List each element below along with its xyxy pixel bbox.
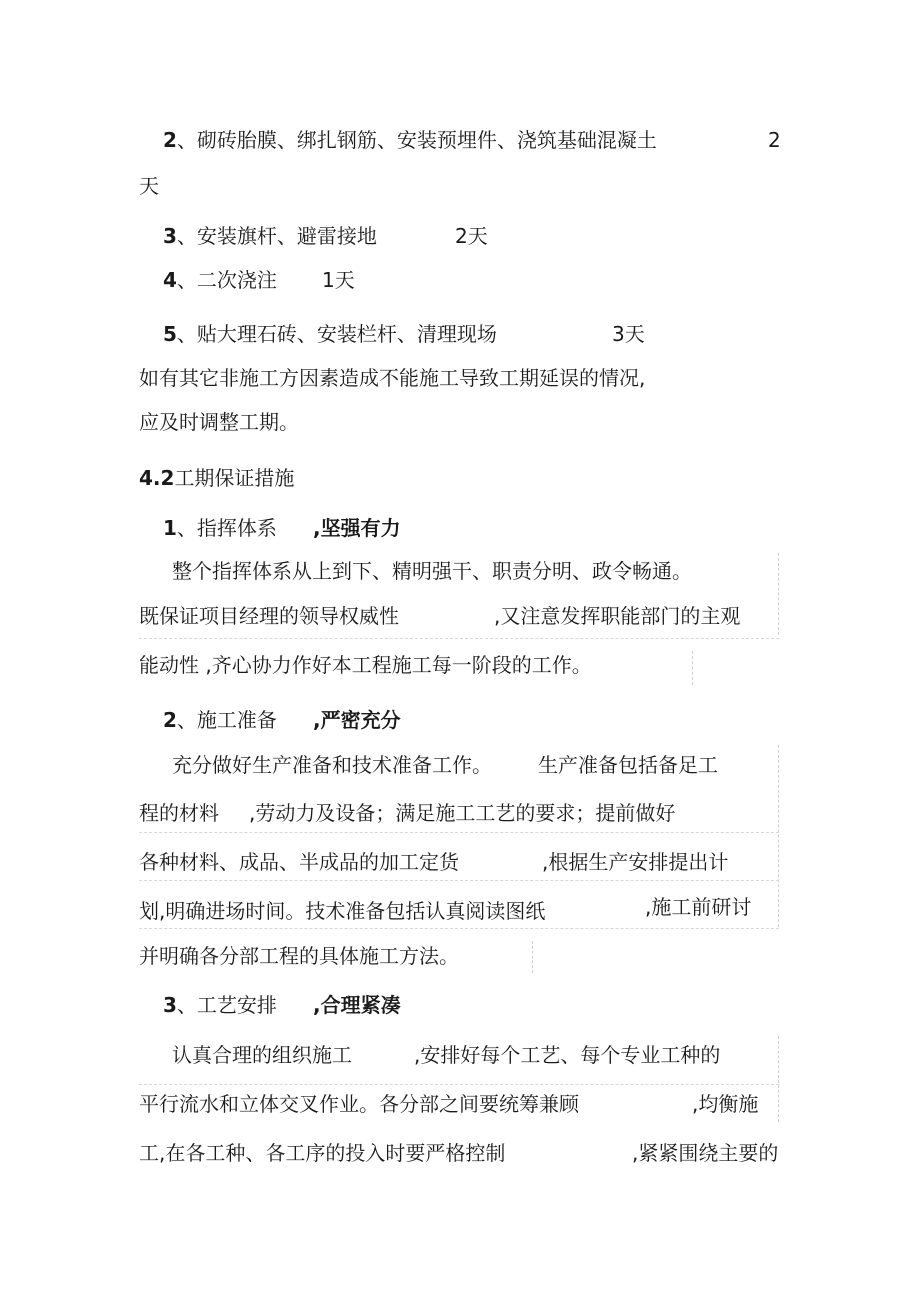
measure-number: 3 (163, 993, 177, 1017)
paragraph-line: 工,在各工种、各工序的投入时要严格控制 (139, 1141, 506, 1165)
dashed-border (139, 928, 779, 929)
schedule-duration: 3天 (612, 322, 645, 346)
dashed-border (139, 880, 779, 881)
schedule-duration: 2 (768, 128, 781, 152)
schedule-number: 5 (163, 322, 177, 346)
measure-number: 2 (163, 708, 177, 732)
paragraph-line: ,安排好每个工艺、每个专业工种的 (414, 1043, 721, 1067)
schedule-item-2 (163, 126, 657, 154)
measure-title-suffix: ,严密充分 (313, 708, 401, 732)
section-title: 工期保证措施 (174, 466, 295, 490)
paragraph-line: ,又注意发挥职能部门的主观 (494, 604, 741, 628)
paragraph-line: ,均衡施 (692, 1092, 759, 1116)
paragraph-line: 并明确各分部工程的具体施工方法。 (139, 944, 459, 968)
delay-note-line: 如有其它非施工方因素造成不能施工导致工期延误的情况, (139, 366, 646, 390)
paragraph-line: 认真合理的组织施工 (172, 1043, 352, 1067)
paragraph-line: 程的材料 (139, 801, 219, 825)
measure-title-suffix: ,合理紧凑 (313, 993, 401, 1017)
schedule-duration: 2天 (455, 224, 488, 248)
paragraph-line: 划,明确进场时间。技术准备包括认真阅读图纸 (139, 899, 546, 923)
measure-heading-3 (163, 991, 277, 1019)
measure-title-suffix: ,坚强有力 (313, 516, 401, 540)
measure-title: 、施工准备 (176, 708, 277, 732)
schedule-task: 、二次浇注 (176, 268, 277, 292)
measure-number: 1 (163, 516, 177, 540)
dashed-border (139, 638, 779, 639)
section-number: 4.2 (139, 466, 175, 490)
dashed-border (778, 1036, 779, 1122)
dashed-border (139, 832, 779, 833)
schedule-duration-unit: 天 (139, 174, 159, 198)
paragraph-line: 能动性 ,齐心协力作好本工程施工每一阶段的工作。 (139, 653, 592, 677)
paragraph-line: 各种材料、成品、半成品的加工定货 (139, 850, 459, 874)
schedule-duration: 1天 (322, 268, 355, 292)
paragraph-line: 整个指挥体系从上到下、精明强干、职责分明、政令畅通。 (172, 559, 692, 583)
schedule-item-3 (163, 222, 377, 250)
paragraph-line: ,根据生产安排提出计 (542, 850, 729, 874)
paragraph-line: ,紧紧围绕主要的 (632, 1141, 779, 1165)
schedule-number: 3 (163, 224, 177, 248)
dashed-border (778, 553, 779, 635)
dashed-border (778, 745, 779, 927)
paragraph-line: ,施工前研讨 (645, 895, 752, 919)
dashed-border (692, 651, 693, 685)
schedule-task: 、贴大理石砖、安装栏杆、清理现场 (176, 322, 497, 346)
delay-note-line: 应及时调整工期。 (139, 410, 299, 434)
dashed-border (139, 1084, 779, 1085)
schedule-item-4 (163, 266, 277, 294)
measure-title: 、指挥体系 (176, 516, 277, 540)
schedule-task: 、安装旗杆、避雷接地 (176, 224, 377, 248)
schedule-task: 、砌砖胎膜、绑扎钢筋、安装预埋件、浇筑基础混凝土 (176, 128, 657, 152)
measure-title: 、工艺安排 (176, 993, 277, 1017)
paragraph-line: 充分做好生产准备和技术准备工作。 (172, 753, 492, 777)
measure-heading-1 (163, 514, 277, 542)
dashed-border (532, 941, 533, 973)
schedule-number: 2 (163, 128, 177, 152)
paragraph-line: ,劳动力及设备；满足施工工艺的要求；提前做好 (249, 801, 676, 825)
measure-heading-2 (163, 706, 277, 734)
schedule-item-5 (163, 320, 497, 348)
schedule-number: 4 (163, 268, 177, 292)
paragraph-line: 既保证项目经理的领导权威性 (139, 604, 399, 628)
paragraph-line: 生产准备包括备足工 (538, 753, 718, 777)
section-heading (139, 464, 294, 492)
paragraph-line: 平行流水和立体交叉作业。各分部之间要统筹兼顾 (139, 1092, 579, 1116)
